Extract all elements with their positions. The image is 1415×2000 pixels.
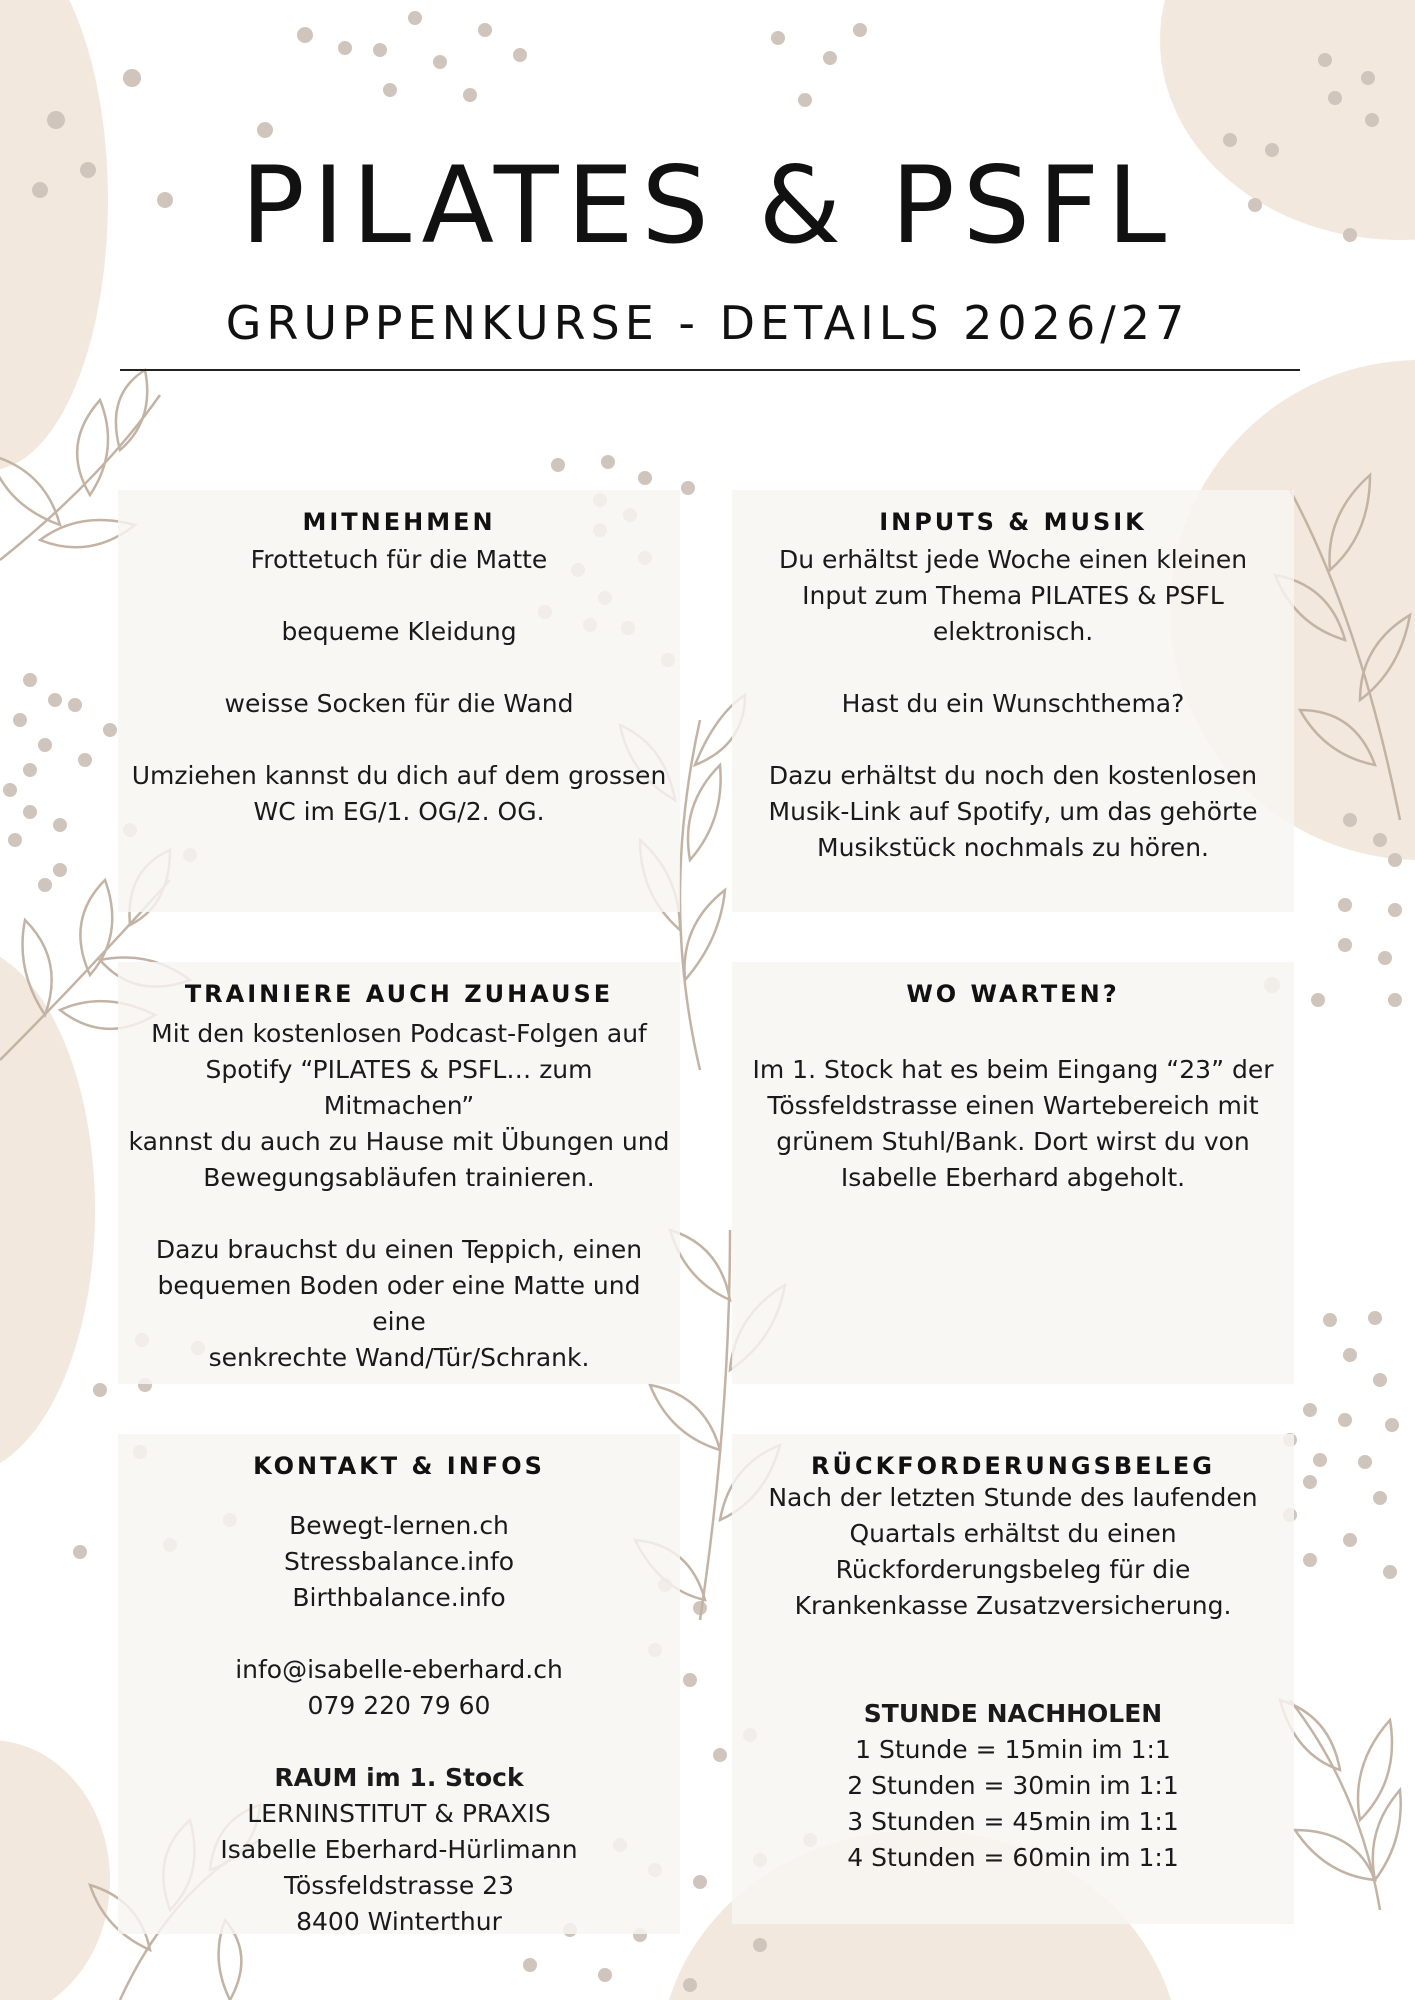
podcast-text: Bewegungsabläufen trainieren. xyxy=(203,1163,595,1192)
music-text: Dazu erhältst du noch den kostenlosen xyxy=(768,761,1258,790)
list-item: bequeme Kleidung xyxy=(281,617,517,646)
receipt-text: Krankenkasse Zusatzversicherung. xyxy=(794,1591,1232,1620)
website-link[interactable]: Stressbalance.info xyxy=(283,1547,515,1576)
card-heading: INPUTS & MUSIK xyxy=(879,508,1147,536)
email-link[interactable]: info@isabelle-eberhard.ch xyxy=(235,1655,563,1684)
receipt-text: Nach der letzten Stunde des laufenden xyxy=(768,1483,1258,1512)
website-link[interactable]: Birthbalance.info xyxy=(292,1583,506,1612)
card-mitnehmen xyxy=(118,490,680,912)
list-item: weisse Socken für die Wand xyxy=(224,689,574,718)
page-subtitle: GRUPPENKURSE - DETAILS 2026/27 xyxy=(225,296,1190,350)
inputs-text: Input zum Thema PILATES & PSFL xyxy=(802,581,1224,610)
receipt-text: Quartals erhältst du einen xyxy=(849,1519,1177,1548)
card-kontakt-infos xyxy=(118,1434,680,1934)
podcast-text: kannst du auch zu Hause mit Übungen und xyxy=(128,1127,670,1156)
equipment-text: Dazu brauchst du einen Teppich, einen xyxy=(155,1235,643,1264)
room-label: RAUM im 1. Stock xyxy=(274,1763,524,1792)
waiting-text: Isabelle Eberhard abgeholt. xyxy=(840,1163,1186,1192)
waiting-text: Tössfeldstrasse einen Wartebereich mit xyxy=(767,1091,1259,1120)
list-item: Frottetuch für die Matte xyxy=(250,545,548,574)
card-trainiere-zuhause xyxy=(118,962,680,1384)
music-text: Musik-Link auf Spotify, um das gehörte xyxy=(768,797,1258,826)
page-title: PILATES & PSFL xyxy=(240,144,1175,267)
inputs-text: elektronisch. xyxy=(932,617,1094,646)
card-heading: KONTAKT & INFOS xyxy=(253,1452,545,1480)
card-heading: RÜCKFORDERUNGSBELEG xyxy=(811,1452,1215,1480)
address-line: Isabelle Eberhard-Hürlimann xyxy=(220,1835,578,1864)
address-line: Tössfeldstrasse 23 xyxy=(284,1871,514,1900)
card-rueckforderungsbeleg xyxy=(732,1434,1294,1924)
changing-note: WC im EG/1. OG/2. OG. xyxy=(253,797,545,826)
podcast-text: Spotify “PILATES & PSFL… zum Mitmachen” xyxy=(205,1055,593,1120)
phone-number[interactable]: 079 220 79 60 xyxy=(307,1691,491,1720)
nachholen-item: 2 Stunden = 30min im 1:1 xyxy=(847,1771,1179,1800)
card-wo-warten xyxy=(732,962,1294,1384)
card-inputs-musik xyxy=(732,490,1294,912)
podcast-text: Mit den kostenlosen Podcast-Folgen auf xyxy=(151,1019,647,1048)
nachholen-item: 3 Stunden = 45min im 1:1 xyxy=(847,1807,1179,1836)
card-heading: WO WARTEN? xyxy=(906,980,1120,1008)
equipment-text: bequemen Boden oder eine Matte und eine xyxy=(157,1271,641,1336)
title-divider xyxy=(120,369,1300,371)
card-heading: TRAINIERE AUCH ZUHAUSE xyxy=(184,980,614,1008)
nachholen-heading: STUNDE NACHHOLEN xyxy=(863,1699,1163,1728)
inputs-text: Du erhältst jede Woche einen kleinen xyxy=(778,545,1248,574)
nachholen-item: 4 Stunden = 60min im 1:1 xyxy=(847,1843,1179,1872)
changing-note: Umziehen kannst du dich auf dem grossen xyxy=(131,761,667,790)
waiting-text: grünem Stuhl/Bank. Dort wirst du von xyxy=(776,1127,1250,1156)
nachholen-item: 1 Stunde = 15min im 1:1 xyxy=(855,1735,1171,1764)
receipt-text: Rückforderungsbeleg für die xyxy=(835,1555,1191,1584)
address-line: 8400 Winterthur xyxy=(296,1907,502,1936)
equipment-text: senkrechte Wand/Tür/Schrank. xyxy=(208,1343,590,1372)
address-line: LERNINSTITUT & PRAXIS xyxy=(247,1799,551,1828)
wish-topic-question: Hast du ein Wunschthema? xyxy=(841,689,1185,718)
card-heading: MITNEHMEN xyxy=(302,508,496,536)
website-link[interactable]: Bewegt-lernen.ch xyxy=(289,1511,509,1540)
music-text: Musikstück nochmals zu hören. xyxy=(817,833,1209,862)
waiting-text: Im 1. Stock hat es beim Eingang “23” der xyxy=(752,1055,1274,1084)
